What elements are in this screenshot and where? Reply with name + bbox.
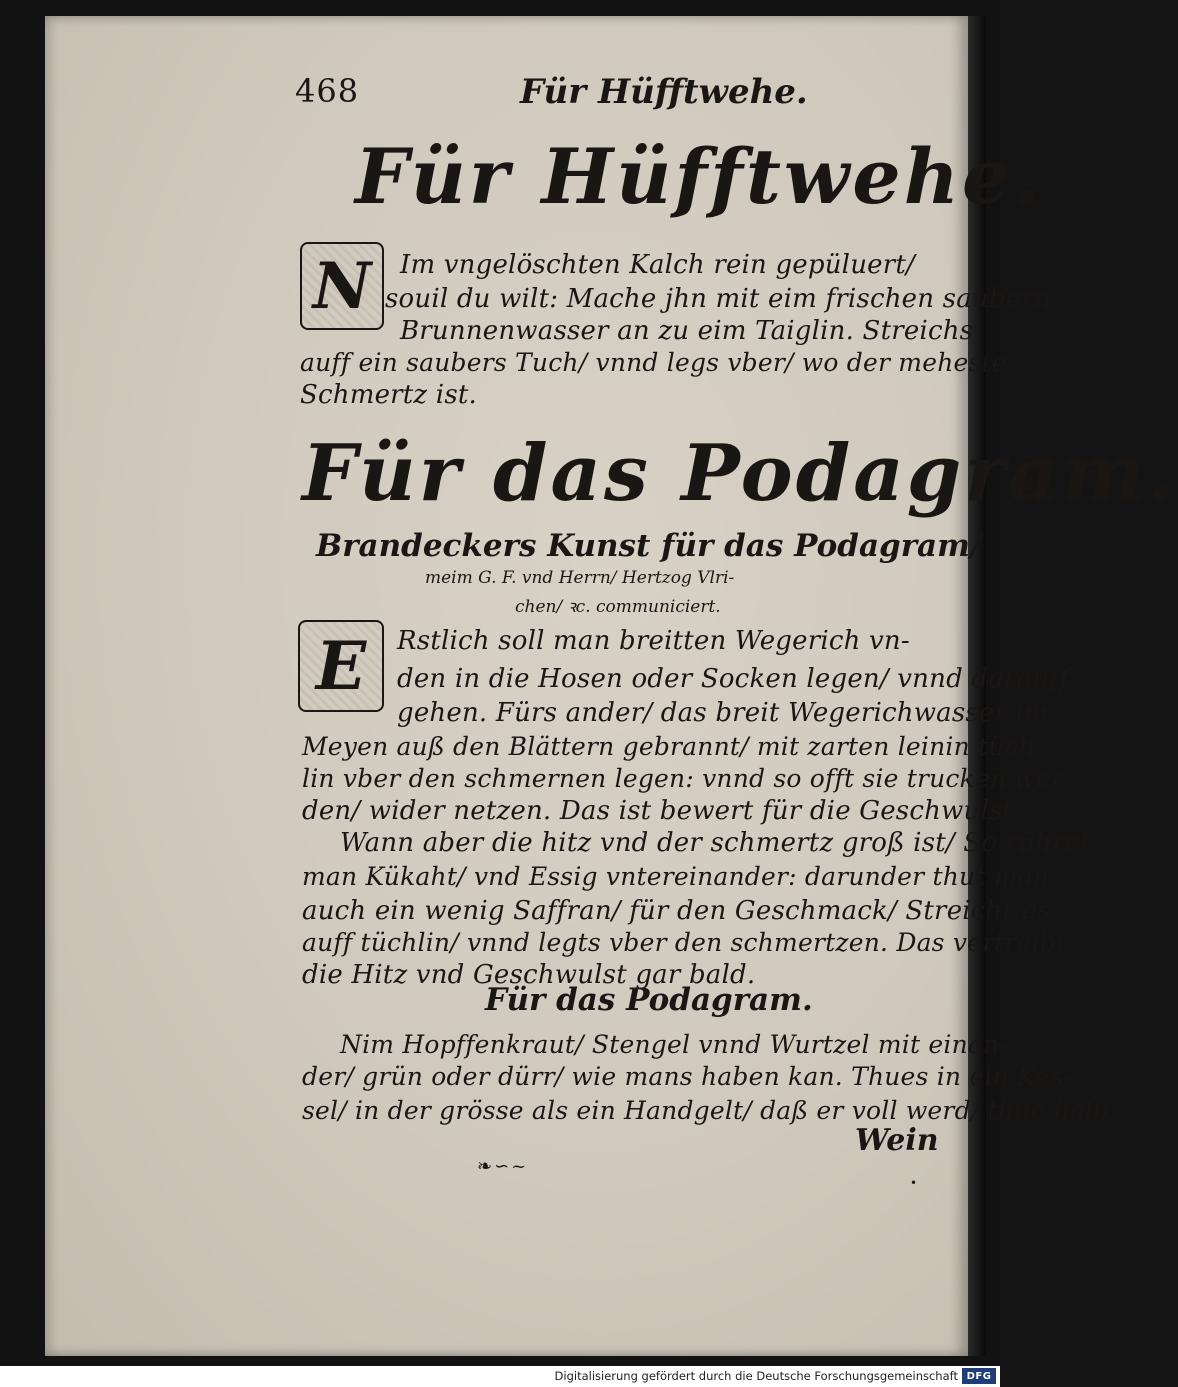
decorated-initial-n: N xyxy=(300,242,384,330)
fleuron-ornament: ❧∽~ xyxy=(477,1156,529,1177)
text-line: Schmertz ist. xyxy=(300,380,477,410)
dfg-logo: DFG xyxy=(962,1368,996,1384)
text-line: den/ wider netzen. Das ist bewert für die Geschwulst. xyxy=(302,796,1022,826)
running-head: Für Hüfftwehe. xyxy=(520,72,808,112)
text-line: Wann aber die hitz vnd der schmertz groß ist/ So rühret xyxy=(340,828,1092,858)
subheading-podagram: Für das Podagram. xyxy=(485,982,813,1018)
text-line: den in die Hosen oder Socken legen/ vnnd darauff xyxy=(397,664,1069,694)
footer-credit: Digitalisierung gefördert durch die Deutsche Forschungsgemeinschaft xyxy=(554,1369,958,1383)
text-line: lin vber den schmernen legen: vnnd so offt sie trucken wer- xyxy=(302,764,1072,793)
text-line: sel/ in der grösse als ein Handgelt/ daß er voll werd/ thue halb xyxy=(302,1096,1110,1125)
text-line: auff tüchlin/ vnnd legts vber den schmertzen. Das vertreibt xyxy=(302,928,1067,957)
section-title-podagram: Für das Podagram. xyxy=(302,428,1178,519)
subheading-line: meim G. F. vnd Herrn/ Hertzog Vlri- xyxy=(425,568,735,588)
text-line: gehen. Fürs ander/ das breit Wegerichwasser im xyxy=(397,698,1049,728)
text-line: Im vngelöschten Kalch rein gepüluert/ xyxy=(400,250,915,280)
page-number: 468 xyxy=(295,72,360,110)
text-line: auff ein saubers Tuch/ vnnd legs vber/ wo der meheste xyxy=(300,348,1007,377)
text-line: Meyen auß den Blättern gebrannt/ mit zarten leinin tüch- xyxy=(302,732,1044,761)
text-line: auch ein wenig Saffran/ für den Geschmack/ Streicht es xyxy=(302,896,1051,926)
text-line: Nim Hopffenkraut/ Stengel vnnd Wurtzel mit einan- xyxy=(340,1030,1008,1059)
text-line: souil du wilt: Mache jhn mit eim frischen saubern xyxy=(385,284,1051,314)
subheading-line: chen/ ꝛc. communiciert. xyxy=(515,597,721,617)
catchword: Wein xyxy=(855,1123,939,1158)
text-line: die Hitz vnd Geschwulst gar bald. xyxy=(302,960,756,990)
subheading-brandeckers-kunst: Brandeckers Kunst für das Podagram/ xyxy=(316,528,982,564)
page-mark-dot: • xyxy=(910,1176,918,1190)
section-title-hufftwehe: Für Hüfftwehe. xyxy=(355,132,1043,221)
text-line: Brunnenwasser an zu eim Taiglin. Streichs xyxy=(400,316,974,346)
text-line: der/ grün oder dürr/ wie mans haben kan. Thues in ein Kes- xyxy=(302,1062,1072,1091)
text-line: Rstlich soll man breitten Wegerich vn- xyxy=(397,626,910,656)
decorated-initial-e: E xyxy=(298,620,384,712)
text-line: man Kükaht/ vnd Essig vntereinander: darunder thut man xyxy=(302,862,1050,891)
